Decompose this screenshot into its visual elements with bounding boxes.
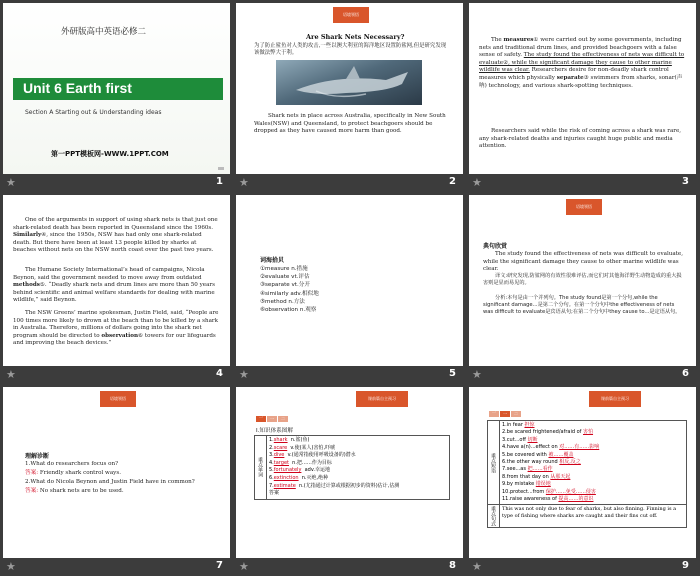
question-1: 1.What do researchers focus on?: [25, 461, 119, 467]
footer-watermark: 第一PPT模板网-WWW.1PPT.COM: [51, 150, 169, 158]
slide-thumbnail-4[interactable]: [0, 192, 233, 384]
table-row: 2.scare v.使(某人)害怕,吓唬: [269, 444, 336, 451]
slide-4-status-bar: [0, 366, 233, 384]
vocab-list: [260, 265, 319, 314]
text-segment: ⑤. “Deadly shark nets and drum lines are more than 50 years behind scientific and animal welfare standards for dealing with marine wildlife,” said Beynon.: [13, 282, 215, 304]
key-sentence: The study found the effectiveness of nets was difficult to evaluate, while the significant damage they cause to other marine wildlife was clear.: [483, 251, 684, 273]
animation-star-icon: ★: [239, 368, 249, 381]
text-segment: ③ swimmers from sharks, sonar(声呐) technology, and various shark-spotting techniques.: [479, 74, 683, 89]
table-row: 1.shark n.鲨(鱼): [269, 437, 310, 443]
table-row: 2.be scared frightened/afraid of 害怕: [502, 429, 594, 436]
table-side-label: 重点单词: [255, 436, 267, 500]
slide-thumbnail-9[interactable]: [466, 384, 699, 576]
section-tabs: [489, 411, 521, 417]
quiz-title: 理解诊断: [25, 453, 50, 460]
slide-9-status-bar: [466, 558, 699, 576]
article-paragraph-2: [13, 267, 221, 305]
table-row: 7.see...as 把……看作: [502, 466, 553, 473]
answer-text: Friendly shark control ways.: [39, 470, 121, 476]
slide-1-status-bar: [0, 174, 233, 192]
vocab-item: ⑤method n.方法: [260, 298, 305, 305]
translation: 译文:研究发现,防鲨网的有效性很难评估,而它们对其他海洋野生动物造成的重大损害则是显而易见的。: [483, 273, 682, 287]
article-paragraph-1: [479, 37, 687, 90]
article-paragraph-1: [13, 217, 221, 255]
animation-star-icon: ★: [239, 560, 249, 573]
vocab-table: [254, 435, 450, 500]
answer-label: 答案:: [25, 470, 39, 476]
table-row: 5.be covered with 被……覆盖: [502, 451, 574, 458]
table-side-label: 重点短语: [488, 421, 500, 505]
slide-number: 2: [449, 176, 456, 187]
unit-title: Unit 6 Earth first: [23, 80, 132, 96]
vocab-title: 词海拾贝: [260, 257, 285, 264]
table-row: 7.estimate n.(尤指通过计算或根据初步的资料)估计,估测: [269, 482, 400, 489]
key-sentence: This was not only due to fear of sharks, but also finning. Finning is a type of fishing where sharks are caught and their fins cut off.: [500, 505, 687, 528]
slide-number: 4: [216, 368, 223, 379]
slide-number: 3: [682, 176, 689, 187]
tab-one: 一: [256, 416, 266, 422]
slide-thumbnail-3[interactable]: [466, 0, 699, 192]
table-row: 5.fortunately adv.幸运地: [269, 467, 330, 474]
slide-5-status-bar: [233, 366, 466, 384]
article-paragraph-2: Researchers said while the risk of coming across a shark was rare, any shark-related deaths and injuries caught huge public and media attention.: [479, 128, 682, 150]
slide-8-status-bar: [233, 558, 466, 576]
answer-2: [25, 488, 215, 496]
phrase-table: [487, 420, 687, 528]
vocab-measures: measures: [503, 37, 534, 43]
vocab-methods: methods: [13, 282, 40, 289]
sentence-title: 典句欣赏: [483, 243, 508, 250]
table-row: 9.by mistake 错误地: [502, 481, 551, 488]
section-title: Section A Starting out & Understanding ideas: [25, 109, 162, 116]
vocab-item: ⑥observation n.观察: [260, 307, 317, 314]
table-row: 6.the other way round 相反,反之: [502, 459, 581, 466]
vocab-item: ①measure n.措施: [260, 266, 308, 272]
slide-6-status-bar: [466, 366, 699, 384]
article-heading: Are Shark Nets Necessary?: [306, 33, 405, 41]
slide-2-status-bar: [233, 174, 466, 192]
tab-one: 一: [489, 411, 499, 417]
text-segment: The NSW Greens’ marine spokesman, Justin Field, said, “People are 100 times more likely to drown at the beach than to be killed by a shark in Australia. Therefore, millions of dollars going into the shark net program should be directed to: [13, 310, 219, 339]
answer-text: No shark nets are to be used.: [39, 488, 124, 494]
vocab-item: ③separate vt.分开: [260, 282, 310, 289]
tab-three: 三: [278, 416, 288, 422]
animation-star-icon: ★: [6, 560, 16, 573]
tab-two: 二: [267, 416, 277, 422]
slide-5-canvas: [236, 195, 463, 366]
section-tabs: [256, 416, 288, 422]
sentence-analysis: 分析:本句是由一个并列句。The study found是第一个分句,while the significant damage...是第二个分句。在第一个分句中the effectiveness of nets was difficult to evaluate是宾语从句;在第二个分句中they cause to...是定语从句。: [483, 295, 681, 316]
vocab-item: ④similarly adv.相似地: [260, 290, 319, 297]
answer-label: 答案:: [25, 488, 39, 494]
animation-star-icon: ★: [6, 176, 16, 189]
animation-star-icon: ★: [472, 176, 482, 189]
context-badge: 语境领悟: [100, 391, 136, 407]
answer-tail: 答案: [269, 490, 280, 497]
vocab-item: ②evaluate vt.评估: [260, 274, 310, 281]
table-row: 6.extinction n.灭绝,绝种: [269, 474, 329, 481]
slide-8-canvas: [236, 387, 463, 558]
unit-title-box: [13, 78, 223, 100]
animation-star-icon: ★: [239, 176, 249, 189]
text-segment: The Humane Society International’s head of campaigns, Nicola Beynon, said the government needed to move away from outdated: [13, 267, 205, 281]
animation-star-icon: ★: [472, 560, 482, 573]
slide-number: 1: [216, 176, 223, 187]
table-row: 10.protect...from 保护……免受……侵害: [502, 488, 596, 495]
context-badge: 语境领悟: [566, 199, 602, 215]
animation-star-icon: ★: [472, 368, 482, 381]
slide-number: 6: [682, 368, 689, 379]
slide-thumbnail-8[interactable]: [233, 384, 466, 576]
slide-thumbnail-7[interactable]: [0, 384, 233, 576]
slide-2-canvas: [236, 3, 463, 174]
tab-two: 二: [500, 411, 510, 417]
corner-decor: [218, 167, 224, 170]
table-side-label: 重点句式: [488, 505, 500, 528]
slide-9-canvas: [469, 387, 696, 558]
shark-photo: [276, 60, 422, 105]
context-badge: 语境领悟: [333, 7, 369, 23]
text-segment: Researchers desire for non-deadly shark control measures which physically: [479, 67, 669, 81]
slide-3-status-bar: [466, 174, 699, 192]
animation-star-icon: ★: [6, 368, 16, 381]
table-row: 3.cut...off 切断: [502, 436, 538, 443]
table-content: [500, 421, 687, 505]
slide-6-canvas: [469, 195, 696, 366]
slide-thumbnail-6[interactable]: [466, 192, 699, 384]
vocab-similarly: Similarly: [13, 232, 42, 239]
text-segment: One of the arguments in support of using shark nets is that just one shark-related death has been reported in Queensland since the 1960s.: [13, 217, 218, 231]
slide-thumbnail-1[interactable]: [0, 0, 233, 192]
key-sentence: The study found the effectiveness of nets was difficult to evaluate②, while the significant damage they cause to other marine wildlife was clear.: [479, 52, 685, 74]
slide-7-canvas: [3, 387, 230, 558]
table-row: 4.target n.把……作为目标: [269, 459, 332, 466]
table-row: 1.in fear 担惊: [502, 422, 535, 428]
slide-number: 9: [682, 560, 689, 571]
text-segment: ⑥ towers for our lifeguards and improving the beach devices.”: [13, 332, 216, 347]
table-row: 8.from that day on 从那天起: [502, 473, 571, 480]
table-row: 4.have a(n)...effect on 对……有……影响: [502, 444, 600, 451]
question-2: 2.What do Nicola Beynon and Justin Field have in common?: [25, 479, 195, 485]
table-row: 11.raise awareness of 提高……的意识: [502, 496, 594, 503]
vocab-observation: observation: [101, 332, 139, 339]
slide-number: 5: [449, 368, 456, 379]
slide-1-canvas: [3, 3, 230, 174]
table-content: [267, 436, 450, 500]
intro-chinese: 为了防止鲨鱼对人类的攻击,一些以澳大利亚的海洋地区设置防鲨网,但是研究发现该做法弊大于利。: [254, 43, 447, 56]
slide-thumbnail-2[interactable]: [233, 0, 466, 192]
slide-number: 7: [216, 560, 223, 571]
vocab-separate: separate: [556, 74, 584, 81]
article-paragraph: Shark nets in place across Australia, specifically in New South Wales(NSW) and Queensland, to protect beachgoers should be dropped as they have caused more harm than good.: [254, 113, 446, 135]
text-segment: ① were carried out by some governments, including nets and traditional drum lines, and provided beachgoers with a false sense of safety.: [479, 37, 682, 59]
section-title: Ⅰ.知识体系图解: [256, 428, 293, 434]
slide-thumbnail-5[interactable]: [233, 192, 466, 384]
text-segment: ④, since the 1950s, NSW has had only one shark-related death. But there have been at least 13 people killed by sharks at beaches without nets on the NSW north coast over the past two years.: [13, 232, 214, 254]
article-paragraph-3: [13, 310, 221, 348]
preview-badge: 课前篇自主预习: [589, 391, 641, 407]
slide-7-status-bar: [0, 558, 233, 576]
slide-3-canvas: [469, 3, 696, 174]
slide-4-canvas: [3, 195, 230, 366]
answer-1: [25, 470, 215, 478]
shark-image: [276, 60, 422, 105]
preview-badge: 课前篇自主预习: [356, 391, 408, 407]
table-row: 3.dive v.(通常指使用呼吸设备的)潜水: [269, 452, 356, 459]
tab-three: 三: [511, 411, 521, 417]
slide-number: 8: [449, 560, 456, 571]
text-segment: The: [491, 37, 504, 43]
book-title: 外研版高中英语必修二: [61, 27, 147, 37]
